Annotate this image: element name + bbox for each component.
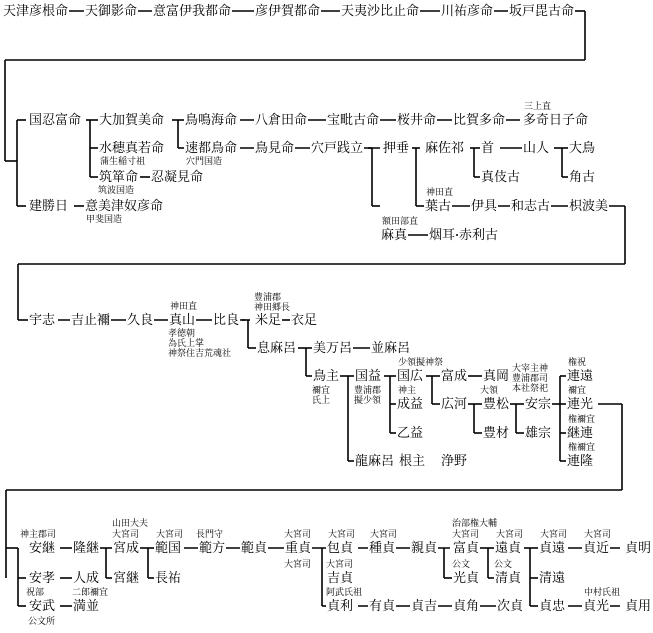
node-annotation: 豊浦郡司 bbox=[512, 374, 549, 384]
person-node: 久良 bbox=[127, 313, 154, 328]
person-node: 烟耳 bbox=[429, 228, 456, 243]
node-annotation: 中村氏祖 bbox=[584, 588, 621, 598]
node-annotation: 公文 bbox=[452, 560, 471, 570]
person-node: 連光 bbox=[567, 397, 594, 412]
person-node: 成益 bbox=[397, 397, 424, 412]
node-annotation: 氏上 bbox=[312, 396, 331, 406]
person-node: 清遠 bbox=[539, 571, 566, 586]
node-annotation: 少領擬神祭 bbox=[398, 358, 444, 368]
person-node: 赤利古 bbox=[459, 228, 499, 243]
node-annotation: 大宮司 bbox=[452, 530, 480, 540]
person-node: 坂戸毘古命 bbox=[509, 4, 575, 19]
person-node: 大加賀美命 bbox=[99, 113, 165, 128]
node-annotation: 神田郷長 bbox=[254, 303, 291, 313]
person-node: 川祐彦命 bbox=[441, 4, 494, 19]
person-node: 真岡 bbox=[483, 369, 510, 384]
person-node: 豊材 bbox=[483, 426, 510, 441]
person-node: 八倉田命 bbox=[255, 113, 308, 128]
node-annotation: 神主郡司 bbox=[20, 530, 57, 540]
node-annotation: 権禰宜 bbox=[568, 415, 596, 425]
person-node: 天津彦根命 bbox=[3, 4, 69, 19]
person-node: 枳波美 bbox=[569, 199, 609, 214]
person-node: 国広 bbox=[397, 369, 424, 384]
node-annotation: 神田直 bbox=[426, 188, 454, 198]
node-annotation: 筑波国造 bbox=[98, 186, 135, 196]
person-node: 人成 bbox=[73, 571, 100, 586]
person-node: 宮成 bbox=[113, 541, 140, 556]
person-node: 貞用 bbox=[625, 599, 652, 614]
person-node: 国益 bbox=[355, 369, 382, 384]
person-node: 範方 bbox=[199, 541, 226, 556]
node-annotation: 禰宜 bbox=[568, 386, 587, 396]
person-node: 多奇日子命 bbox=[523, 113, 589, 128]
person-node: 富貞 bbox=[453, 541, 480, 556]
node-annotation: 豊浦郡 bbox=[354, 386, 382, 396]
person-node: 豊松 bbox=[483, 397, 510, 412]
node-annotation: 大宮司 bbox=[112, 530, 140, 540]
person-node: 速都鳥命 bbox=[185, 141, 238, 156]
person-node: 忍凝見命 bbox=[151, 170, 204, 185]
person-node: 連遠 bbox=[567, 369, 594, 384]
node-annotation: 穴門国造 bbox=[186, 157, 223, 167]
person-node: 山人 bbox=[523, 141, 550, 156]
node-annotation: 大宰主神 bbox=[512, 364, 549, 374]
person-node: 範貞 bbox=[241, 541, 268, 556]
node-annotation: 三上直 bbox=[524, 102, 552, 112]
person-node: 麻真 bbox=[381, 228, 408, 243]
person-node: 浄野 bbox=[441, 454, 468, 469]
person-node: 鳥見命 bbox=[255, 141, 295, 156]
person-node: 重貞 bbox=[285, 541, 312, 556]
person-node: 吉貞 bbox=[327, 571, 354, 586]
person-node: 次貞 bbox=[497, 599, 524, 614]
node-annotation: 大宮司 bbox=[284, 530, 312, 540]
person-node: 遠貞 bbox=[495, 541, 522, 556]
node-annotation: 擬少領 bbox=[354, 396, 382, 406]
person-node: 比良 bbox=[213, 313, 240, 328]
person-node: 貞角 bbox=[453, 599, 480, 614]
node-annotation: 豊浦郡 bbox=[254, 293, 282, 303]
person-node: 範国 bbox=[155, 541, 182, 556]
person-node: 貞利 bbox=[327, 599, 354, 614]
person-node: 筑箪命 bbox=[99, 170, 139, 185]
person-node: 真山 bbox=[169, 313, 196, 328]
person-node: 貞吉 bbox=[411, 599, 438, 614]
person-node: 根主 bbox=[399, 454, 426, 469]
person-node: 満並 bbox=[73, 599, 100, 614]
person-node: 宮継 bbox=[113, 571, 140, 586]
person-node: 安武 bbox=[29, 599, 56, 614]
node-annotation: 祝部 bbox=[26, 588, 45, 598]
node-annotation: 本社祭祀 bbox=[512, 384, 549, 394]
person-node: 有貞 bbox=[369, 599, 396, 614]
person-node: 水穂真若命 bbox=[99, 141, 165, 156]
person-node: 意富伊我都命 bbox=[153, 4, 232, 19]
person-node: 貞遠 bbox=[539, 541, 566, 556]
person-node: 貞近 bbox=[583, 541, 610, 556]
person-node: 角古 bbox=[569, 170, 596, 185]
person-node: 麻佐祁 bbox=[425, 141, 465, 156]
person-node: 美万呂 bbox=[313, 341, 353, 356]
person-node: 吉止襧 bbox=[71, 313, 111, 328]
person-node: 雄宗 bbox=[525, 426, 552, 441]
node-annotation: 蒲生稲寸祖 bbox=[100, 157, 146, 167]
person-node: 天夷沙比止命 bbox=[341, 4, 420, 19]
node-annotation: 神主 bbox=[398, 386, 417, 396]
person-node: 隆継 bbox=[73, 541, 100, 556]
person-node: 安孝 bbox=[29, 571, 56, 586]
node-annotation: 禰宜 bbox=[312, 386, 331, 396]
node-annotation: 大宮司 bbox=[284, 560, 312, 570]
node-annotation: 大宮司 bbox=[496, 530, 524, 540]
node-annotation: 阿武氏祖 bbox=[326, 588, 363, 598]
node-annotation: 治部権大輔 bbox=[452, 519, 498, 529]
person-node: 鳥鳴海命 bbox=[185, 113, 238, 128]
person-node: 光貞 bbox=[453, 571, 480, 586]
person-node: 清貞 bbox=[495, 571, 522, 586]
person-node: 親貞 bbox=[411, 541, 438, 556]
person-node: 富成 bbox=[441, 369, 468, 384]
node-annotation: 額田部直 bbox=[382, 217, 419, 227]
node-annotation: 大宮司 bbox=[156, 530, 184, 540]
person-node: 乙益 bbox=[397, 426, 424, 441]
person-node: 貞明 bbox=[625, 541, 652, 556]
person-node: 種貞 bbox=[369, 541, 396, 556]
person-node: 長祐 bbox=[155, 571, 182, 586]
node-annotation: 公文 bbox=[494, 560, 513, 570]
node-annotation: 山田大夫 bbox=[112, 519, 149, 529]
person-node: 龍麻呂 bbox=[355, 454, 395, 469]
person-node: 大鳥 bbox=[569, 141, 596, 156]
person-node: 貞忠 bbox=[539, 599, 566, 614]
node-annotation: 孝徳朝 bbox=[168, 329, 196, 339]
person-node: 鳥主 bbox=[313, 369, 340, 384]
person-node: 建勝日 bbox=[29, 199, 69, 214]
node-annotation: 神田直 bbox=[170, 302, 198, 312]
person-node: 葉古 bbox=[425, 199, 452, 214]
person-node: 意美津奴彦命 bbox=[85, 199, 164, 214]
person-node: 米足 bbox=[255, 313, 282, 328]
node-annotation: 甲斐国造 bbox=[86, 215, 123, 225]
node-annotation: 為氏上掌 bbox=[168, 339, 205, 349]
person-node: 包貞 bbox=[327, 541, 354, 556]
person-node: 比賀多命 bbox=[453, 113, 506, 128]
person-node: 息麻呂 bbox=[257, 341, 297, 356]
person-node: 貞光 bbox=[583, 599, 610, 614]
person-node: 安宗 bbox=[525, 397, 552, 412]
person-node: 穴戸践立 bbox=[311, 141, 364, 156]
person-node: 衣足 bbox=[291, 313, 318, 328]
person-node: 天御影命 bbox=[85, 4, 138, 19]
node-annotation: 大宮司 bbox=[326, 560, 354, 570]
node-annotation: 大領 bbox=[480, 386, 499, 396]
person-node: 伊具 bbox=[471, 199, 498, 214]
person-node: 和志古 bbox=[511, 199, 551, 214]
person-node: 真伎古 bbox=[481, 170, 521, 185]
node-annotation: 大宮司 bbox=[328, 530, 356, 540]
person-node: 彦伊賀都命 bbox=[255, 4, 321, 19]
node-annotation: 神祭住吉荒魂社 bbox=[168, 349, 232, 359]
person-node: 押垂 bbox=[383, 141, 410, 156]
person-node: 宇志 bbox=[29, 313, 56, 328]
person-node: 安継 bbox=[29, 541, 56, 556]
node-annotation: 大宮司 bbox=[540, 530, 568, 540]
person-node: 国忍富命 bbox=[29, 113, 82, 128]
node-annotation: 二郎禰宜 bbox=[72, 588, 109, 598]
node-annotation: 大宮司 bbox=[584, 530, 612, 540]
person-node: 並麻呂 bbox=[371, 341, 411, 356]
node-annotation: 権祝 bbox=[568, 358, 587, 368]
node-annotation: 大宮司 bbox=[370, 530, 398, 540]
person-node: 継連 bbox=[567, 426, 594, 441]
node-annotation: 権禰宜 bbox=[568, 443, 596, 453]
person-node: 広河 bbox=[441, 397, 468, 412]
person-node: 首 bbox=[481, 141, 495, 156]
person-node: 桜井命 bbox=[397, 113, 437, 128]
person-node: 連隆 bbox=[567, 454, 594, 469]
node-annotation: 長門守 bbox=[196, 530, 224, 540]
node-annotation: 公文所 bbox=[28, 617, 56, 627]
person-node: 宝毗古命 bbox=[327, 113, 380, 128]
